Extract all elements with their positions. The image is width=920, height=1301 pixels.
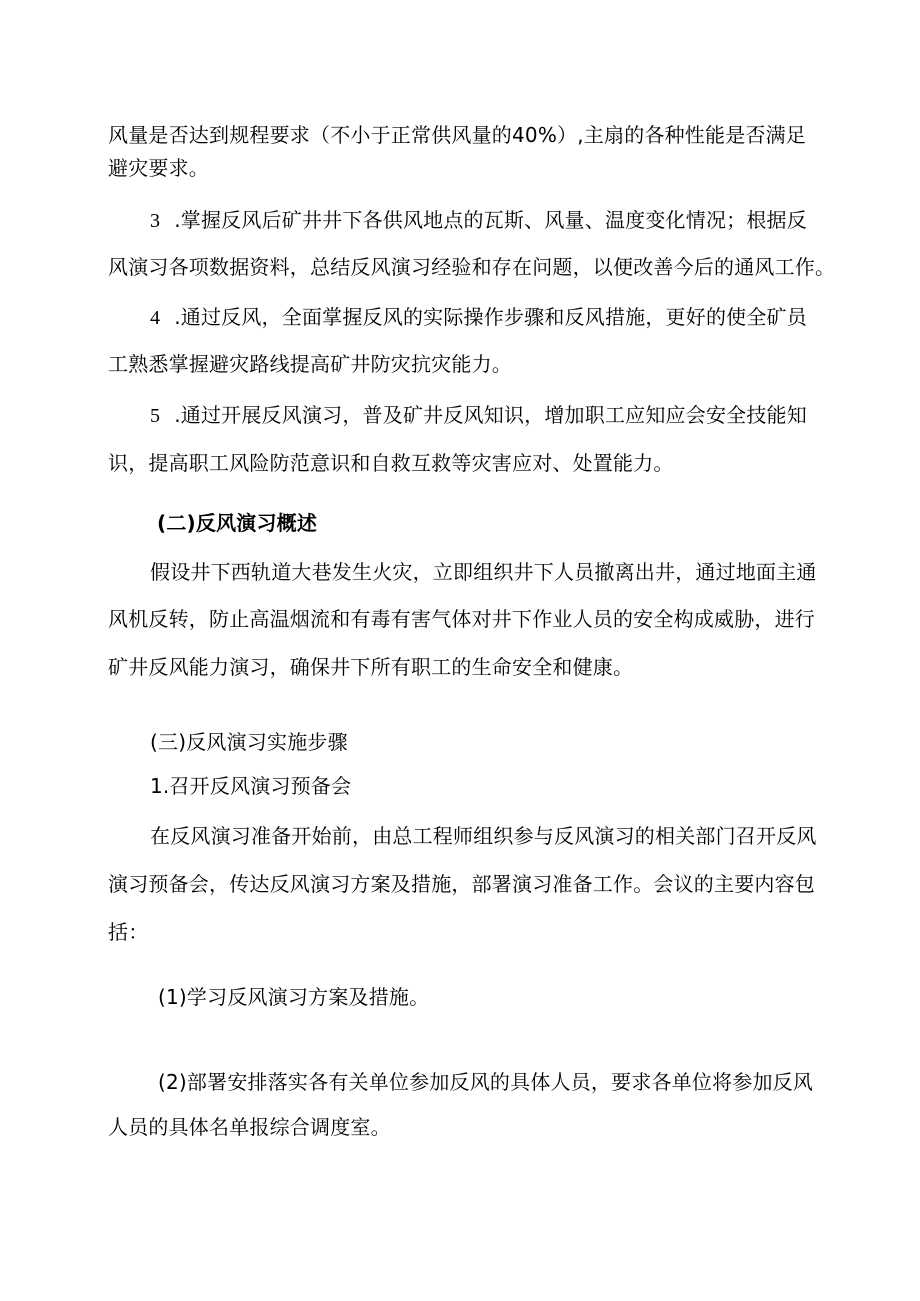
section-2-line-1: 假设井下西轨道大巷发生火灾，立即组织井下人员撤离出井，通过地面主通 — [150, 560, 817, 584]
section-3-line-2: 演习预备会，传达反风演习方案及措施，部署演习准备工作。会议的主要内容包 — [108, 872, 815, 896]
list-item-2-line-2: 人员的具体名单报综合调度室。 — [108, 1115, 391, 1139]
section-2-heading: (二)反风演习概述 — [157, 511, 318, 535]
item-3-text: .掌握反风后矿井井下各供风地点的瓦斯、风量、温度变化情况；根据反 — [174, 208, 807, 232]
list-item-2-line-1: (2)部署安排落实各有关单位参加反风的具体人员，要求各单位将参加反风 — [158, 1070, 814, 1094]
paragraph-1-line-1: 风量是否达到规程要求（不小于正常供风量的40%）,主扇的各种性能是否满足 — [108, 123, 807, 147]
section-3-subheading: 1.召开反风演习预备会 — [150, 774, 352, 798]
section-3-line-3: 括： — [108, 920, 149, 944]
section-3-line-1: 在反风演习准备开始前，由总工程师组织参与反风演习的相关部门召开反风 — [150, 824, 817, 848]
item-4-line-2: 工熟悉掌握避灾路线提高矿井防灾抗灾能力。 — [108, 352, 512, 376]
item-3-number: 3 — [150, 210, 161, 232]
list-item-1: (1)学习反风演习方案及措施。 — [158, 985, 430, 1009]
item-4-number: 4 — [150, 307, 161, 329]
item-4-line-1 — [150, 303, 807, 332]
section-2-line-2: 风机反转，防止高温烟流和有毒有害气体对井下作业人员的安全构成威胁，进行 — [108, 607, 815, 631]
item-5-text: .通过开展反风演习，普及矿井反风知识，增加职工应知应会安全技能知 — [174, 403, 807, 427]
section-3-heading: (三)反风演习实施步骤 — [150, 730, 348, 754]
section-2-line-3: 矿井反风能力演习，确保井下所有职工的生命安全和健康。 — [108, 655, 634, 679]
item-5-number: 5 — [150, 405, 161, 427]
paragraph-1-line-2: 避灾要求。 — [108, 156, 209, 180]
item-3-line-1 — [150, 206, 807, 235]
item-3-line-2: 风演习各项数据资料，总结反风演习经验和存在问题，以便改善今后的通风工作。 — [108, 255, 836, 279]
item-4-text: .通过反风，全面掌握反风的实际操作步骤和反风措施，更好的使全矿员 — [174, 305, 807, 329]
item-5-line-2: 识，提高职工风险防范意识和自救互救等灾害应对、处置能力。 — [108, 451, 674, 475]
item-5-line-1 — [150, 401, 807, 430]
